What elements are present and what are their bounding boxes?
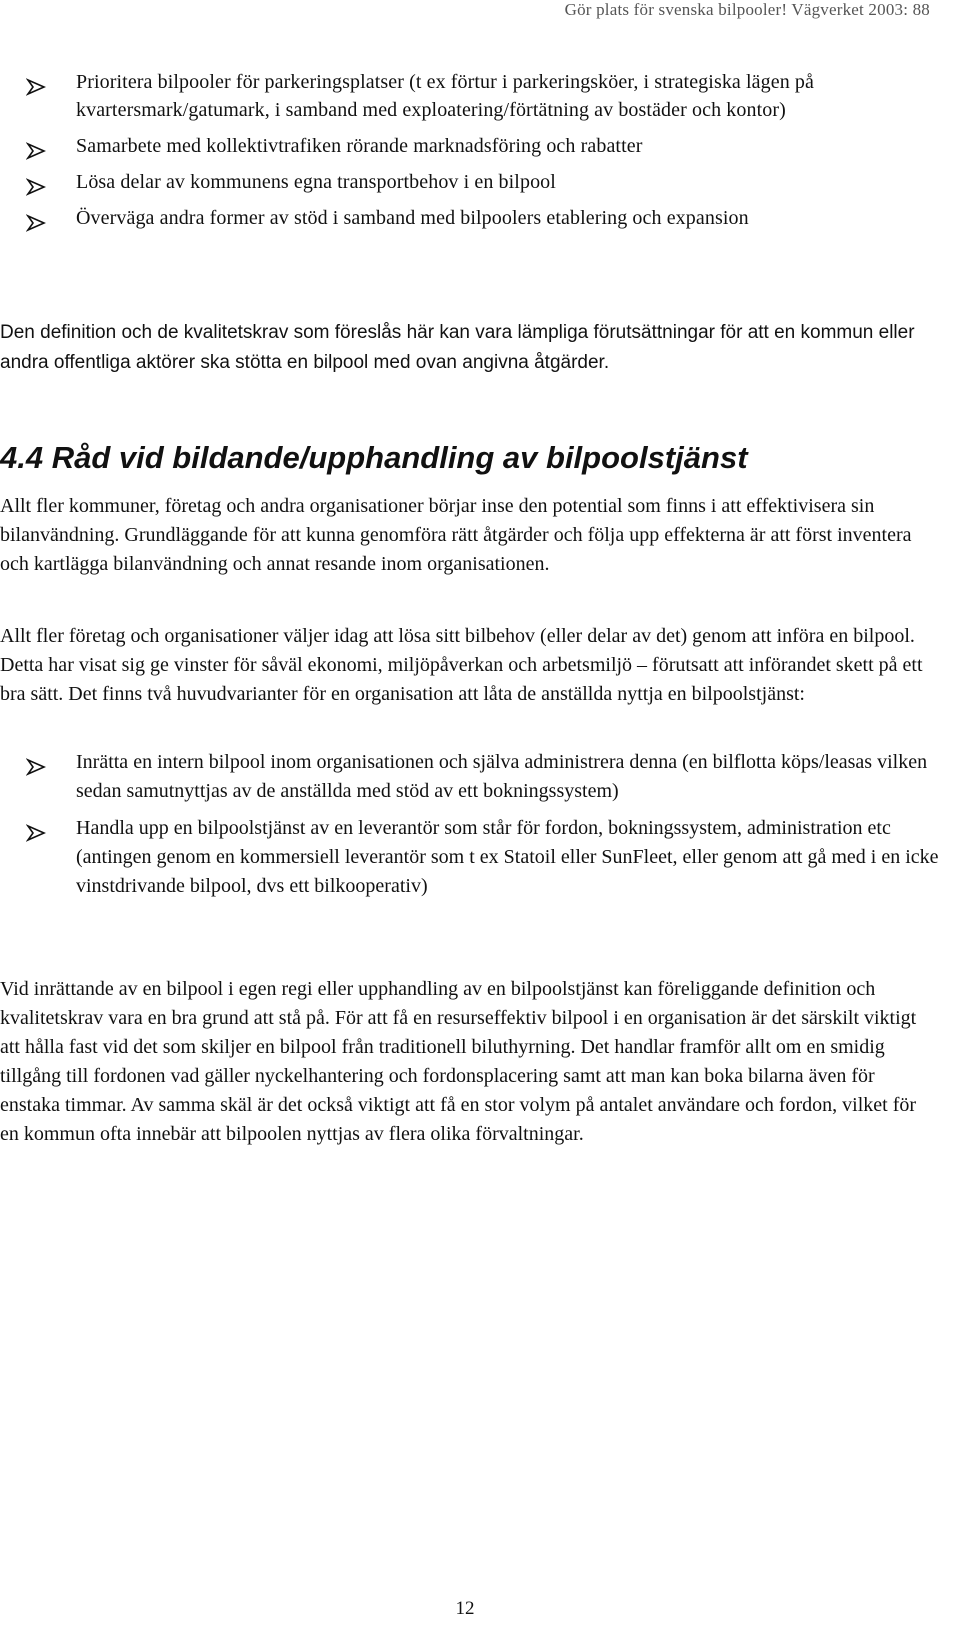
body-paragraph-3: Vid inrättande av en bilpool i egen regi eller upphandling av en bilpoolstjänst kan föreliggande definition och kvalitetskrav vara en bra grund att stå på. För att få en resurseffektiv bilpool i en organisation är det särskilt viktigt att hålla fast vid det som skiljer en bilpool från traditionell biluthyrning. Det handlar framför allt om en smidig tillgång till fordonen vad gäller nyckelhantering och fordonsplacering samt att man kan boka bilarna även för enstaka timmar. Av samma skäl är det också viktigt att få en stor volym på antalet användare och fordon, vilket för en kommun ofta innebär att bilpoolen nyttjas av flera olika förvaltningar. <box>0 978 917 1145</box>
list-item <box>26 68 940 124</box>
bullet-text: Lösa delar av kommunens egna transportbehov i en bilpool <box>76 171 556 193</box>
arrowhead-bullet-icon <box>26 208 46 238</box>
bullet-text: Samarbete med kollektivtrafiken rörande marknadsföring och rabatter <box>76 135 643 157</box>
running-header: Gör plats för svenska bilpooler! Vägverket 2003: 88 <box>564 0 930 19</box>
list-item <box>26 814 940 901</box>
arrowhead-bullet-icon <box>26 172 46 202</box>
arrowhead-bullet-icon <box>26 818 46 848</box>
page-number: 12 <box>455 1598 475 1619</box>
bullet-text: Inrätta en intern bilpool inom organisationen och själva administrera denna (en bilflotta köps/leasas vilken sedan samutnyttjas av de anställda med stöd av ett bokningssystem) <box>76 751 928 802</box>
top-bullet-list <box>26 68 940 240</box>
list-item <box>26 132 940 160</box>
body-paragraph-2: Allt fler företag och organisationer väljer idag att lösa sitt bilbehov (eller delar av det) genom att införa en bilpool. Detta har visat sig ge vinster för såväl ekonomi, miljöpåverkan och arbetsmiljö – förutsatt att införandet skett på ett bra sätt. Det finns två huvudvarianter för en organisation att låta de anställda nyttja en bilpoolstjänst: <box>0 625 923 705</box>
bullet-text: Handla upp en bilpoolstjänst av en leverantör som står för fordon, bokningssystem, administration etc (antingen genom en kommersiell leverantör som t ex Statoil eller SunFleet, eller genom att gå med i en icke vinstdrivande bilpool, dvs ett bilkooperativ) <box>76 817 939 897</box>
list-item <box>26 168 940 196</box>
arrowhead-bullet-icon <box>26 136 46 166</box>
body-paragraph-1: Allt fler kommuner, företag och andra organisationer börjar inse den potential som finns i att effektivisera sin bilanvändning. Grundläggande för att kunna genomföra rätt åtgärder och följa upp effekterna är att först inventera och kartlägga bilanvändning och annat resande inom organisationen. <box>0 495 912 575</box>
arrowhead-bullet-icon <box>26 72 46 102</box>
section-heading: 4.4 Råd vid bildande/upphandling av bilpoolstjänst <box>0 440 748 475</box>
arrowhead-bullet-icon <box>26 752 46 782</box>
bullet-text: Prioritera bilpooler för parkeringsplatser (t ex förtur i parkeringsköer, i strategiska lägen på kvartersmark/gatumark, i samband med exploatering/förtätning av bostäder och kontor) <box>76 71 814 121</box>
variant-bullet-list <box>26 748 940 909</box>
list-item <box>26 204 940 232</box>
list-item <box>26 748 940 806</box>
bullet-text: Överväga andra former av stöd i samband med bilpoolers etablering och expansion <box>76 207 749 229</box>
definition-paragraph: Den definition och de kvalitetskrav som föreslås här kan vara lämpliga förutsättningar för att en kommun eller andra offentliga aktörer ska stötta en bilpool med ovan angivna åtgärder. <box>0 322 915 373</box>
